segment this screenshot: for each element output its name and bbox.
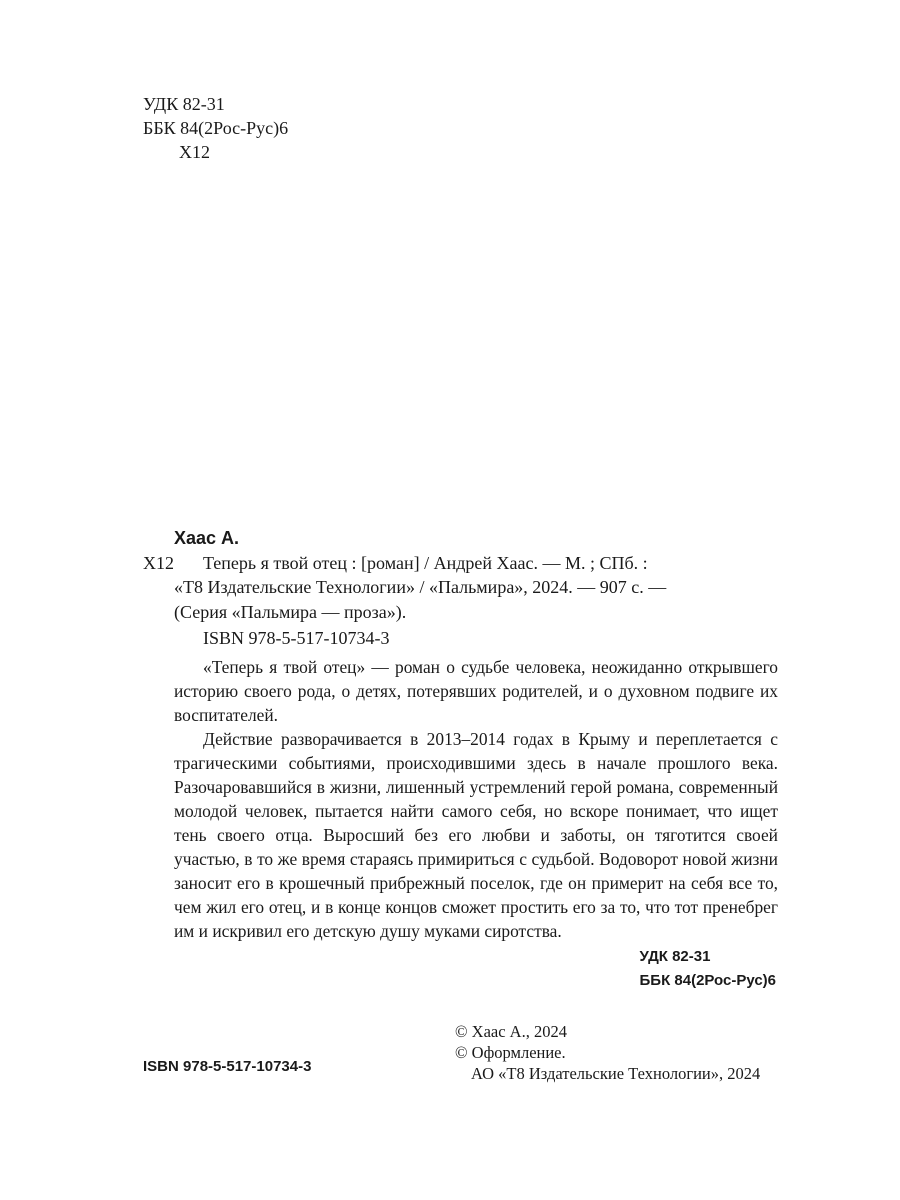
bottom-classification-codes xyxy=(640,945,777,993)
bbk-code: ББК 84(2Рос-Рус)6 xyxy=(143,118,289,138)
bibliographic-entry xyxy=(143,551,778,625)
bottom-udk-code: УДК 82-31 xyxy=(639,948,711,965)
top-classification-codes xyxy=(143,92,288,164)
annotation-paragraph-2: Действие разворачивается в 2013–2014 годах в Крыму и переплетается с трагическими событиями, происходившими здесь в начале прошлого века. Разочаровавшийся в жизни, лишенный устремлений герой романа, современный молодой человек, пытается найти самого себя, но вскоре понимает, что ищет тень своего отца. Выросший без его любви и заботы, он тяготится своей участью, в то же время стараясь примириться с судьбой. Водоворот новой жизни заносит его в крошечный прибрежный поселок, где он примерит на себя все то, чем жил его отец, и в конце концов сможет простить его за то, что тот пренебрег им и искривил его детскую душу муками сиротства. xyxy=(174,728,778,941)
catalog-record xyxy=(143,526,778,943)
copyright-publisher: АО «Т8 Издательские Технологии», 2024 xyxy=(471,1064,761,1083)
entry-line-3: (Серия «Пальмира — проза»). xyxy=(174,601,407,622)
entry-line-2: «Т8 Издательские Технологии» / «Пальмира», 2024. — 907 с. — xyxy=(174,577,667,597)
author-heading: Хаас А. xyxy=(174,528,240,548)
copyright-author: © Хаас А., 2024 xyxy=(455,1022,567,1041)
author-mark: Х12 xyxy=(179,142,210,162)
bottom-bbk-code: ББК 84(2Рос-Рус)6 xyxy=(639,972,776,989)
annotation xyxy=(143,655,778,943)
entry-line-1: Теперь я твой отец : [роман] / Андрей Хаас. — М. ; СПб. : xyxy=(203,552,648,573)
catalog-isbn: ISBN 978-5-517-10734-3 xyxy=(203,628,390,648)
entry-author-mark: Х12 xyxy=(143,552,174,573)
copyright-block xyxy=(455,1021,760,1084)
isbn-bottom: ISBN 978-5-517-10734-3 xyxy=(143,1058,312,1075)
annotation-paragraph-1: «Теперь я твой отец» — роман о судьбе человека, неожиданно открывшего историю своего рода, о детях, потерявших родителей, и о духовном подвиге их воспитателей. xyxy=(174,656,778,725)
copyright-design: © Оформление. xyxy=(455,1043,566,1062)
udk-code: УДК 82-31 xyxy=(143,94,225,114)
